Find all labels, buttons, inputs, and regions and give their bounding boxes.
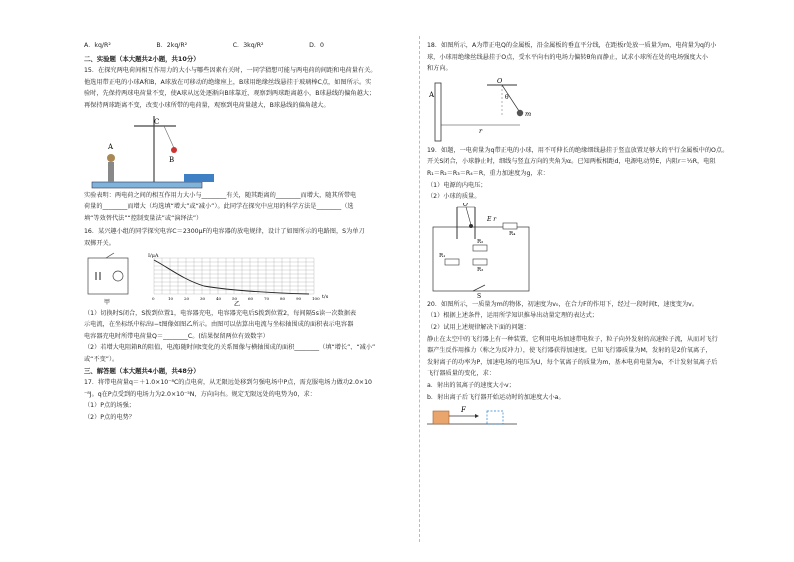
x-tick-label: 60 bbox=[248, 295, 254, 301]
q18-text: 球，小球用绝缘丝线悬挂于O点，受水平向右的电场力偏转θ角而静止，试求小球所在处的电场强度大小 bbox=[427, 53, 708, 61]
label-o: O bbox=[497, 76, 503, 85]
capacitor-circuit-diagram bbox=[427, 203, 627, 299]
charged-plate-pendulum-diagram bbox=[427, 75, 627, 145]
x-tick-label: 50 bbox=[232, 295, 238, 301]
q20-text: 静止在太空中的飞行器上有一种装置，它利用电场加速带电粒子，粒子向外发射的高速粒子流，从而对飞行 bbox=[427, 335, 718, 343]
x-tick-label: 20 bbox=[184, 295, 190, 301]
x-tick-label: 100 bbox=[312, 295, 320, 301]
y-axis-unit: I/μA bbox=[148, 252, 159, 259]
current-time-graph bbox=[148, 253, 329, 308]
coulomb-apparatus-diagram bbox=[84, 112, 284, 190]
q16-subquestion: （2）若增大电阻箱R的阻值，电流i随时间t变化的关系图像与横轴围成的面积________（填“增长”、“减小” bbox=[84, 344, 376, 352]
discharge-curve bbox=[154, 260, 309, 294]
q19-text: 19．如题，一电荷量为q带正电的小球，用不可伸长的绝缘细线悬挂于竖直放置足够大的平行金属板中的O点。 bbox=[427, 146, 729, 154]
left-column bbox=[84, 36, 414, 550]
x-axis-unit: t/s bbox=[322, 293, 329, 300]
choice-a: A．kq/R² bbox=[84, 42, 111, 49]
label-plate-a: A bbox=[429, 90, 435, 99]
q15-conclusion: 实验表明：两电荷之间的相互作用力大小与________有关，随其距离的________而增大，随其所带电 bbox=[84, 191, 357, 199]
q16-text: 16．某兴趣小组的同学探究电容C＝2300μF的电容器的放电规律，设计了如图所示的电路图，S为单刀 bbox=[84, 228, 365, 236]
section-heading-experiments: 二、实验题（本大题共2小题，共10分） bbox=[84, 54, 200, 63]
q19-figure bbox=[427, 203, 767, 299]
q15-text: 验时，先保持两球电荷量不变，使A球从远处逐渐向B球靠近，观察到两球距离越小，B球悬线的偏角越大； bbox=[84, 90, 376, 98]
section-heading-solutions: 三、解答题（本大题共4小题，共48分） bbox=[84, 366, 200, 375]
choice-c: C．3kq/R² bbox=[232, 42, 264, 49]
q20-text: 发射离子的功率为P，加速电场的电压为U，每个氧离子的质量为m，基本电荷电量为e，不计发射氧离子后 bbox=[427, 358, 718, 366]
q15-text: 15．在探究两电荷间相互作用力的大小与哪些因素有关时，一同学猜想可能与两电荷的间距和电荷量有关。 bbox=[84, 67, 377, 75]
q18-figure bbox=[427, 75, 767, 145]
label-emf: E r bbox=[487, 215, 497, 223]
q17-text: ⁻⁸J。q在P点受到的电场力为2.0×10⁻⁵N，方向向右。规定无限远处的电势为0，求： bbox=[84, 390, 316, 398]
q20-text: 飞行器质量的变化，求： bbox=[427, 370, 496, 378]
choice-row bbox=[84, 40, 414, 52]
label-r3: R₃ bbox=[477, 266, 484, 273]
q15-figure bbox=[84, 112, 414, 190]
label-r: r bbox=[479, 126, 483, 135]
q17-subquestion: （2）P点的电势？ bbox=[84, 413, 135, 421]
x-tick-label: 90 bbox=[296, 295, 302, 301]
label-theta: θ bbox=[505, 93, 509, 101]
label-r4: R₄ bbox=[509, 230, 516, 237]
discharge-circuit-and-graph bbox=[84, 250, 414, 308]
q19-text: R₁＝R₂＝R₃＝R₄＝R，重力加速度为g，求： bbox=[427, 169, 549, 177]
q19-text: 开关S闭合，小球静止时，细线与竖直方向的夹角为α。已知两板相距d，电源电动势E，内阻r＝½R，电阻 bbox=[427, 158, 716, 166]
right-column bbox=[427, 36, 767, 550]
x-tick-label: 10 bbox=[168, 295, 174, 301]
label-force: F bbox=[461, 406, 466, 415]
x-tick-label: 40 bbox=[216, 295, 222, 301]
q15-text: 再保持两球距离不变，改变小球所带的电荷量，观察到电荷量越大，B球悬线的偏角越大。 bbox=[84, 101, 330, 109]
x-tick-label: 30 bbox=[200, 295, 206, 301]
block-force-diagram bbox=[427, 403, 547, 425]
label-a: A bbox=[108, 142, 114, 151]
q16-subquestion: 电容器充电时所带电荷量Q＝________C。(结果保留两位有效数字） bbox=[84, 332, 269, 340]
q16-figures bbox=[84, 250, 414, 308]
q15-conclusion: 荷量的________而增大（均选填“增大”或“减小”）。此同学在探究中应用的科学方法是________（选 bbox=[84, 203, 354, 211]
choice-d: D．0 bbox=[309, 42, 324, 49]
q16-subquestion: （1）切换时S闭合，S拨到位置1，电容器充电，电容器充电后S拨到位置2，每间隔5s读一次数据表 bbox=[84, 309, 357, 317]
label-o: O bbox=[463, 202, 468, 208]
choice-b: B．2kq/R² bbox=[156, 42, 188, 49]
label-r1: R₁ bbox=[439, 252, 446, 259]
q18-text: 18．如图所示，A为带正电Q的金属板，沿金属板的垂直平分线，在距板r处放一质量为m，电荷量为q的小 bbox=[427, 42, 717, 49]
caption-yi: 乙 bbox=[234, 300, 241, 308]
label-s: S bbox=[477, 292, 482, 299]
column-divider bbox=[419, 36, 420, 542]
caption-jia: 甲 bbox=[104, 298, 111, 306]
label-b: B bbox=[169, 155, 175, 164]
x-tick-label: 80 bbox=[280, 295, 286, 301]
q20-figure bbox=[427, 403, 767, 425]
q17-text: 17．将带电荷量q＝＋1.0×10⁻⁸C的点电荷，从无限远处移到匀强电场中P点，需克服电场力做功2.0×10 bbox=[84, 379, 372, 387]
q20-part-b: b．射出离子后飞行器开始运动时的加速度大小a。 bbox=[427, 393, 565, 401]
q20-part-a: a．射出的氧离子的速度大小v； bbox=[427, 381, 515, 389]
label-c: C bbox=[154, 117, 160, 126]
q16-text: 双掷开关。 bbox=[84, 239, 115, 247]
q17-subquestion: （1）P点的场强； bbox=[84, 402, 135, 410]
q20-subquestion: （1）根据上述条件，运用所学知识推导出动量定理的表达式； bbox=[427, 312, 598, 320]
q20-text: 20．如图所示，一质量为m的物体，初速度为v₀，在合力F的作用下，经过一段时间t，速度变为v。 bbox=[427, 300, 698, 308]
q15-text: 他选用带正电的小球A和B，A球放在可移动的绝缘座上，B球用绝缘丝线悬挂于玻璃棒C点，如图所示。实 bbox=[84, 78, 372, 86]
x-tick-label: 70 bbox=[264, 295, 270, 301]
q20-text: 器产生反作用推力（称之为反冲力），使飞行器获得加速度。已知飞行器质量为M，发射的是2价氧离子， bbox=[427, 347, 712, 355]
q16-subquestion: 示电流，在坐标纸中标出I−t图像如图乙所示。由图可以估算出电流与坐标轴围成的面积表示电容器 bbox=[84, 321, 354, 329]
q18-text: 和方向。 bbox=[427, 65, 452, 73]
q15-conclusion: 填“等效替代法”“控制变量法”或“演绎法”） bbox=[84, 214, 203, 222]
label-m: m bbox=[525, 109, 532, 118]
label-r2: R₂ bbox=[477, 238, 484, 245]
q19-subquestion: （1）电源的内电压； bbox=[427, 181, 487, 189]
q20-subquestion: （2）试用上述规律解决下面的问题： bbox=[427, 323, 530, 331]
q16-subquestion: 或“不变”）。 bbox=[84, 355, 119, 363]
circuit-jia bbox=[88, 253, 128, 306]
q19-subquestion: （2）小球的质量。 bbox=[427, 193, 481, 201]
x-tick-label: 0 bbox=[152, 295, 155, 301]
